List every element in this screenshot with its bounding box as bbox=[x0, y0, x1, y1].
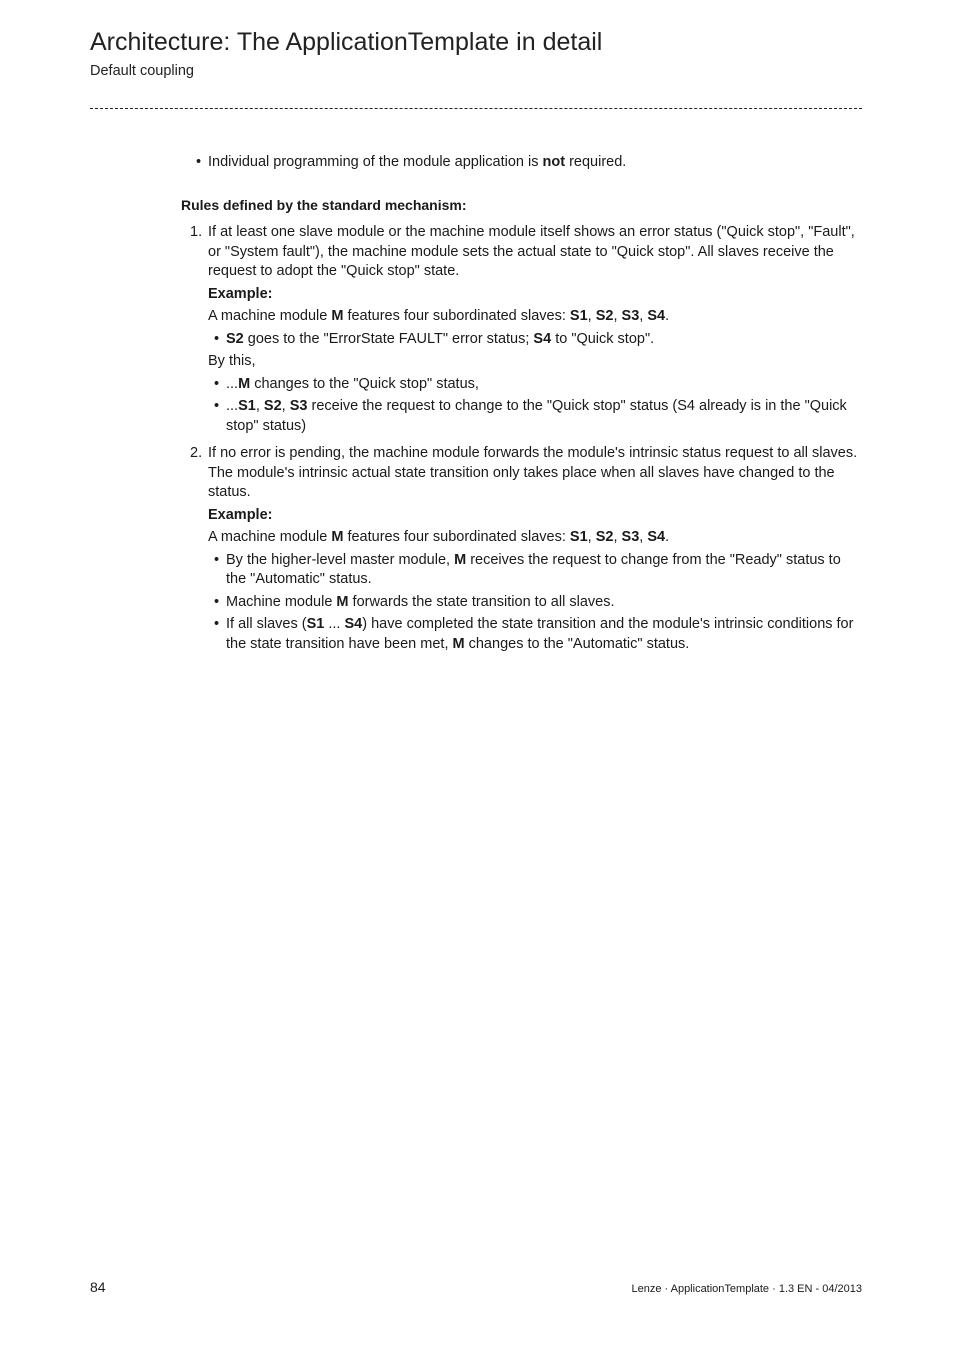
by-this-text: By this, bbox=[208, 353, 256, 369]
rule-item-2 bbox=[181, 444, 862, 654]
list-item: • ...M changes to the "Quick stop" status, bbox=[208, 375, 862, 395]
document-reference: Lenze · ApplicationTemplate · 1.3 EN - 04/2013 bbox=[631, 1283, 862, 1295]
section-subtitle: Default coupling bbox=[90, 63, 194, 79]
example-text: A machine module M features four subordinated slaves: S1, S2, S3, S4. bbox=[208, 308, 670, 324]
bullet-icon: • bbox=[214, 375, 220, 392]
example-label: Example: bbox=[208, 506, 273, 523]
header-divider bbox=[90, 108, 862, 109]
list-item: • By the higher-level master module, M receives the request to change from the "Ready" status to the "Automatic" status. bbox=[214, 551, 841, 587]
list-item: • S2 goes to the "ErrorState FAULT" error status; S4 to "Quick stop". bbox=[208, 330, 862, 350]
bullet-icon: • bbox=[214, 551, 220, 568]
bullet-icon: • bbox=[214, 616, 220, 632]
page-number: 84 bbox=[90, 1279, 106, 1295]
item-number: 1. bbox=[190, 224, 203, 240]
rule-item-1 bbox=[181, 223, 862, 436]
bullet-icon: • bbox=[214, 330, 220, 347]
bullet-icon: • bbox=[214, 593, 220, 610]
intro-bullet: • Individual programming of the module application is not required. bbox=[181, 153, 862, 173]
rules-heading: Rules defined by the standard mechanism: bbox=[181, 196, 467, 213]
rule-text: If at least one slave module or the machine module itself shows an error status ("Quick stop", "Fault", or "System fault"), the machine module sets the actual state to "Quick stop". All slaves receive the request to adopt the "Quick stop" state. bbox=[208, 224, 855, 279]
example-label: Example: bbox=[208, 285, 273, 302]
example-text: A machine module M features four subordinated slaves: S1, S2, S3, S4. bbox=[208, 529, 670, 545]
list-item: • Machine module M forwards the state transition to all slaves. bbox=[208, 593, 862, 613]
list-item: • If all slaves (S1 ... S4) have completed the state transition and the module's intrinsic conditions for the state transition have been met, M changes to the "Automatic" status. bbox=[214, 616, 854, 652]
bullet-icon: • bbox=[196, 154, 202, 170]
document-body bbox=[181, 153, 862, 654]
list-item: • ...S1, S2, S3 receive the request to change to the "Quick stop" status (S4 already is in the "Quick stop" status) bbox=[214, 398, 847, 434]
page-title: Architecture: The ApplicationTemplate in detail bbox=[90, 28, 603, 56]
bullet-icon: • bbox=[214, 398, 220, 414]
item-number: 2. bbox=[190, 445, 203, 461]
rule-text: If no error is pending, the machine module forwards the module's intrinsic status request to all slaves. The module's intrinsic actual state transition only takes place when all slaves have changed to the status. bbox=[208, 445, 858, 500]
